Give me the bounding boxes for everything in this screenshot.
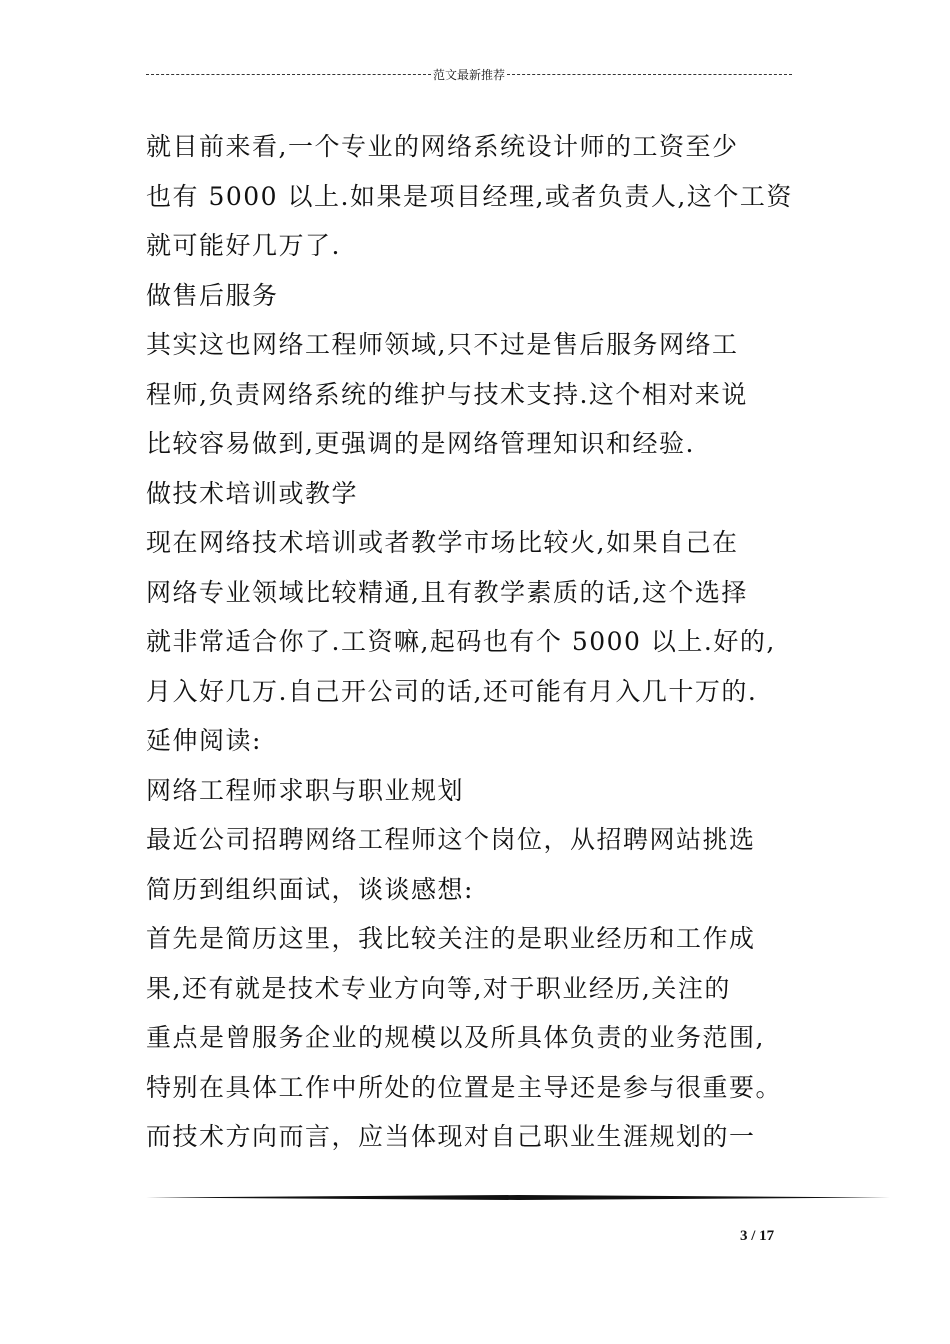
text-line: 简历到组织面试，谈谈感想:	[146, 874, 474, 904]
section-heading: 做技术培训或教学	[146, 478, 359, 508]
text-line: 现在网络技术培训或者教学市场比较火,如果自己在	[146, 528, 739, 557]
page-header	[146, 64, 792, 84]
text-line: 其实这也网络工程师领域,只不过是售后服务网络工	[146, 330, 739, 359]
header-title: 范文最新推荐	[433, 67, 506, 82]
page-number: 3 / 17	[740, 1228, 775, 1244]
text-line: 程师,负责网络系统的维护与技术支持.这个相对来说	[146, 379, 748, 409]
text-line: 就目前来看,一个专业的网络系统设计师的工资至少	[146, 132, 739, 161]
text-line: 首先是简历这里，我比较关注的是职业经历和工作成	[146, 924, 756, 953]
text-line: 而技术方向而言，应当体现对自己职业生涯规划的一	[146, 1122, 756, 1151]
document-body	[146, 122, 826, 1162]
text-line: 特别在具体工作中所处的位置是主导还是参与很重要。	[146, 1072, 783, 1102]
text-line: 就非常适合你了.工资嘛,起码也有个 5000 以上.好的,	[146, 627, 776, 656]
text-line: 最近公司招聘网络工程师这个岗位，从招聘网站挑选	[146, 825, 756, 854]
section-heading: 做售后服务	[146, 280, 279, 310]
section-heading: 延伸阅读:	[146, 726, 262, 755]
text-line: 果,还有就是技术专业方向等,对于职业经历,关注的	[146, 973, 731, 1003]
text-line: 也有 5000 以上.如果是项目经理,或者负责人,这个工资	[146, 181, 793, 211]
text-line: 比较容易做到,更强调的是网络管理知识和经验.	[146, 429, 695, 458]
footer-divider	[146, 1195, 890, 1200]
text-line: 就可能好几万了.	[146, 231, 341, 260]
text-line: 重点是曾服务企业的规模以及所具体负责的业务范围,	[146, 1023, 765, 1052]
text-line: 网络专业领域比较精通,且有教学素质的话,这个选择	[146, 577, 748, 607]
section-heading: 网络工程师求职与职业规划	[146, 775, 465, 805]
text-line: 月入好几万.自己开公司的话,还可能有月入几十万的.	[146, 676, 758, 706]
header-dash-right	[507, 74, 792, 75]
header-dash-left	[146, 74, 431, 75]
